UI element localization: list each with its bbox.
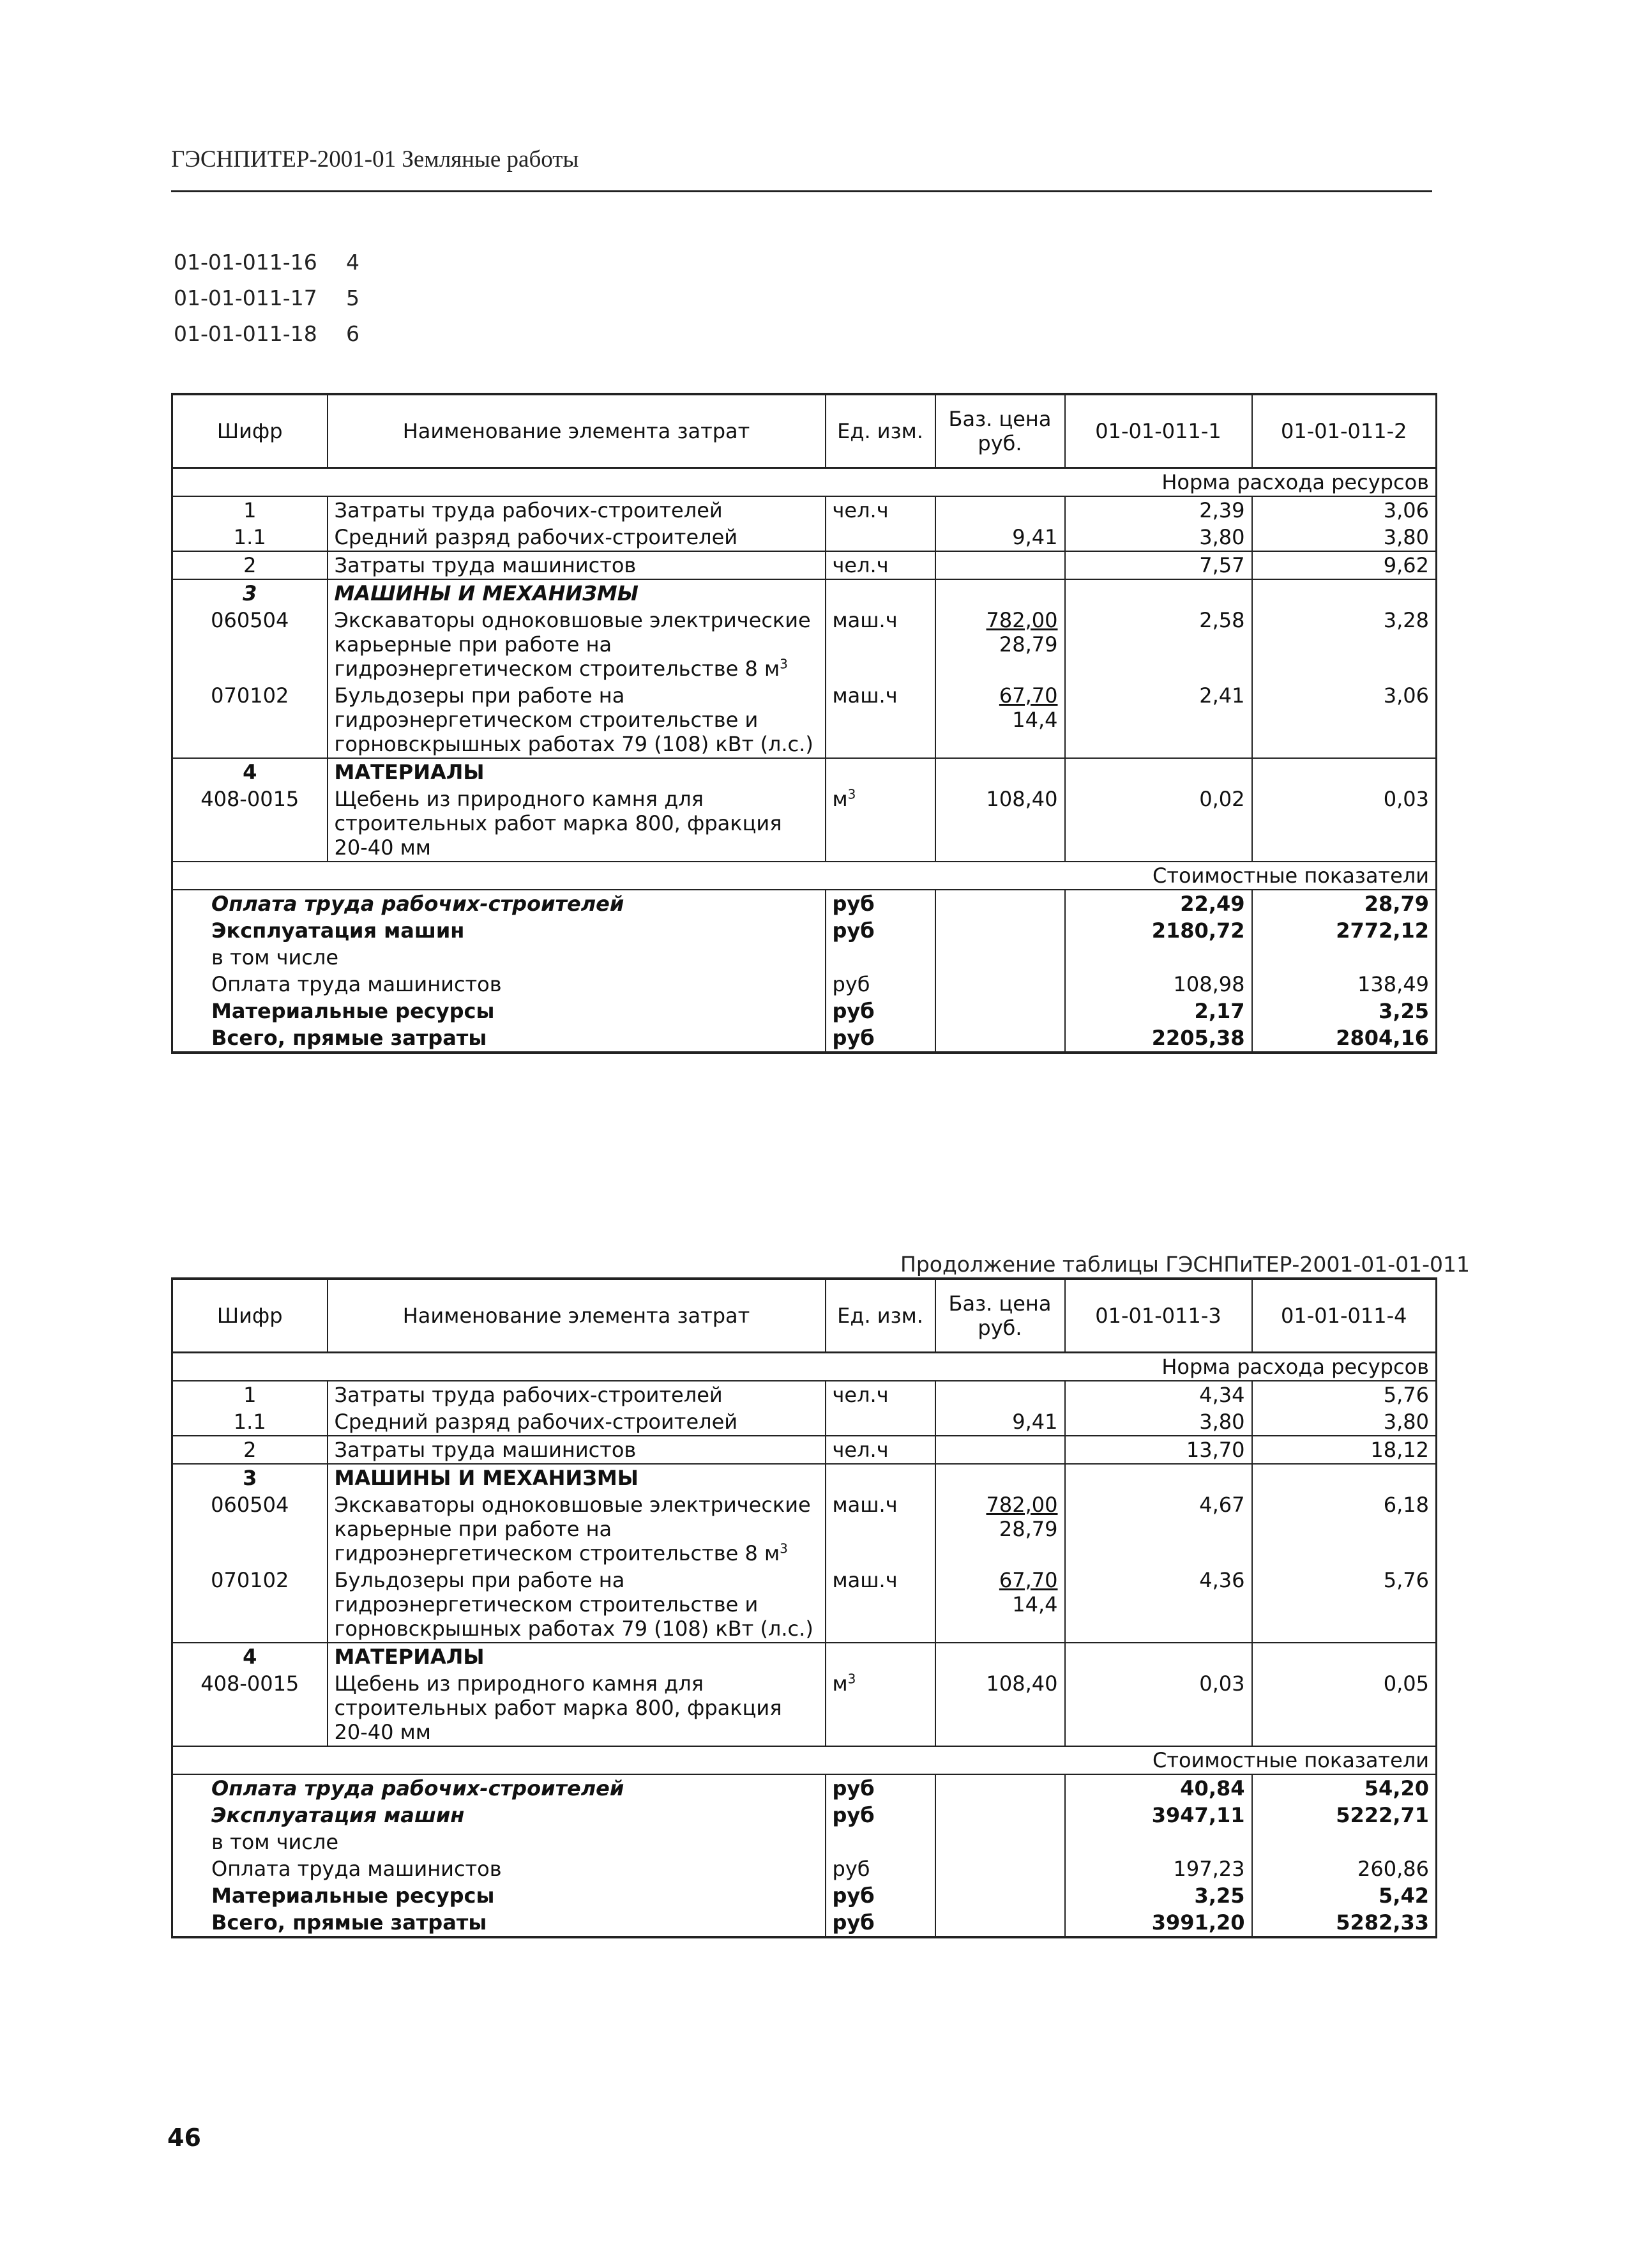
row-value-b: 6,18 [1252,1491,1437,1567]
row-value-b: 3,06 [1252,682,1437,758]
cost-value-b: 5,42 [1252,1882,1437,1909]
row-code: 4 [172,1643,328,1670]
row-name: Затраты труда рабочих-строителей [328,1381,826,1408]
row-value-b: 5,76 [1252,1567,1437,1643]
row-name: МАШИНЫ И МЕХАНИЗМЫ [328,1464,826,1491]
row-name: Средний разряд рабочих-строителей [328,524,826,551]
row-price [935,551,1065,579]
price-numerator: 67,70 [999,683,1058,708]
row-value-a: 13,70 [1065,1436,1252,1464]
cost-unit: руб [826,890,935,917]
cost-row [172,1909,1437,1937]
cost-label: Всего, прямые затраты [172,1024,826,1053]
price-denominator: 28,79 [999,1517,1058,1541]
row-code: 070102 [172,682,328,758]
cost-unit: руб [826,1774,935,1802]
price-denominator: 28,79 [999,632,1058,657]
row-code: 2 [172,1436,328,1464]
table-row [172,1567,1437,1643]
cost-label: Оплата труда рабочих-строителей [172,1774,826,1802]
row-name: Затраты труда машинистов [328,551,826,579]
row-value-a: 4,67 [1065,1491,1252,1567]
row-name: МАТЕРИАЛЫ [328,758,826,786]
cost-value-a: 22,49 [1065,890,1252,917]
row-name: МАШИНЫ И МЕХАНИЗМЫ [328,579,826,607]
cost-unit: руб [826,917,935,944]
section-costs-row [172,1746,1437,1774]
unit-text: м [832,787,848,811]
row-unit [826,1408,935,1436]
row-value-b: 3,80 [1252,524,1437,551]
cost-value-a: 3991,20 [1065,1909,1252,1937]
table-row [172,758,1437,786]
row-name: Щебень из природного камня для строительных работ марка 800, фракция 20-40 мм [328,786,826,862]
cost-unit: руб [826,971,935,998]
price-numerator: 67,70 [999,1568,1058,1592]
row-unit [826,1670,935,1746]
row-name: Средний разряд рабочих-строителей [328,1408,826,1436]
cost-unit: руб [826,1855,935,1882]
row-code: 1 [172,1381,328,1408]
row-unit: чел.ч [826,496,935,524]
row-unit [826,524,935,551]
cost-row [172,1024,1437,1053]
cost-row [172,890,1437,917]
price-numerator: 782,00 [986,608,1058,632]
row-name: Затраты труда машинистов [328,1436,826,1464]
cost-row [172,944,1437,971]
cost-row [172,917,1437,944]
row-unit: маш.ч [826,682,935,758]
row-name: Щебень из природного камня для строительных работ марка 800, фракция 20-40 мм [328,1670,826,1746]
cost-value-a: 108,98 [1065,971,1252,998]
section-norms-row [172,1353,1437,1381]
resource-table-2 [171,1277,1437,1938]
cost-value-b: 5222,71 [1252,1802,1437,1829]
row-value-b: 3,28 [1252,607,1437,682]
row-code: 408-0015 [172,786,328,862]
row-name: Бульдозеры при работе на гидроэнергетическом строительстве и горновскрышных работах 79 (108) кВт (л.с.) [328,1567,826,1643]
row-value-a: 2,41 [1065,682,1252,758]
table-row [172,1436,1437,1464]
code-value: 01-01-011-17 [174,285,317,310]
superscript: 3 [847,1671,856,1687]
col-price: Баз. цена руб. [935,1279,1065,1353]
row-code: 1 [172,496,328,524]
code-list-item [174,245,359,280]
cost-value-a: 2180,72 [1065,917,1252,944]
code-number: 6 [346,321,359,346]
page-number: 46 [167,2124,201,2152]
superscript: 3 [780,656,788,672]
table-row [172,1643,1437,1670]
section-norms-row [172,468,1437,497]
row-name-text: Экскаваторы одноковшовые электрические карьерные при работе на гидроэнергетическом строительстве 8 м [334,1493,811,1565]
row-code: 060504 [172,1491,328,1567]
row-value-a: 3,80 [1065,1408,1252,1436]
table-row [172,786,1437,862]
row-unit: чел.ч [826,1436,935,1464]
row-code: 4 [172,758,328,786]
code-list-item [174,280,359,316]
row-price [935,1436,1065,1464]
row-price: 9,41 [935,524,1065,551]
row-code: 060504 [172,607,328,682]
cost-label: в том числе [172,1829,826,1855]
cost-row [172,971,1437,998]
row-code: 1.1 [172,1408,328,1436]
cost-row [172,1829,1437,1855]
row-code: 1.1 [172,524,328,551]
table-row [172,1381,1437,1408]
row-value-a: 0,02 [1065,786,1252,862]
table-row [172,1491,1437,1567]
continuation-title: Продолжение таблицы ГЭСНПиТЕР-2001-01-01-011 [900,1252,1470,1277]
cost-row [172,1882,1437,1909]
section-costs: Стоимостные показатели [172,1746,1437,1774]
price-denominator: 14,4 [1012,708,1058,732]
cost-value-b: 5282,33 [1252,1909,1437,1937]
col-shifr: Шифр [172,394,328,468]
row-unit: маш.ч [826,607,935,682]
superscript: 3 [847,786,856,802]
running-head: ГЭСНПИТЕР-2001-01 Земляные работы [171,146,579,172]
row-value-b: 5,76 [1252,1381,1437,1408]
cost-label: Всего, прямые затраты [172,1909,826,1937]
row-price [935,1567,1065,1643]
table-header-row [172,394,1437,468]
section-costs: Стоимостные показатели [172,862,1437,890]
row-value-a: 4,36 [1065,1567,1252,1643]
row-value-a: 4,34 [1065,1381,1252,1408]
table-row [172,1464,1437,1491]
section-norms: Норма расхода ресурсов [172,1353,1437,1381]
cost-label: Материальные ресурсы [172,1882,826,1909]
cost-unit: руб [826,998,935,1024]
col-a: 01-01-011-3 [1065,1279,1252,1353]
cost-row [172,998,1437,1024]
col-name: Наименование элемента затрат [328,394,826,468]
row-name [328,1491,826,1567]
table-row [172,579,1437,607]
code-number: 5 [346,285,359,310]
row-code: 3 [172,579,328,607]
superscript: 3 [780,1541,788,1556]
table-header-row [172,1279,1437,1353]
row-value-b: 18,12 [1252,1436,1437,1464]
cost-value-a: 40,84 [1065,1774,1252,1802]
cost-value-b: 2804,16 [1252,1024,1437,1053]
col-b: 01-01-011-4 [1252,1279,1437,1353]
table-row [172,1670,1437,1746]
code-number: 4 [346,250,359,275]
cost-label: Оплата труда рабочих-строителей [172,890,826,917]
row-price [935,496,1065,524]
row-value-b: 3,06 [1252,496,1437,524]
row-name: Затраты труда рабочих-строителей [328,496,826,524]
resource-table-1 [171,393,1437,1054]
row-value-b: 0,03 [1252,786,1437,862]
cost-label: Оплата труда машинистов [172,1855,826,1882]
row-value-a: 2,58 [1065,607,1252,682]
table-row [172,551,1437,579]
row-value-b: 3,80 [1252,1408,1437,1436]
row-unit: чел.ч [826,1381,935,1408]
row-price [935,607,1065,682]
cost-value-b: 260,86 [1252,1855,1437,1882]
col-shifr: Шифр [172,1279,328,1353]
row-unit: маш.ч [826,1567,935,1643]
col-b: 01-01-011-2 [1252,394,1437,468]
table-row [172,496,1437,524]
cost-value-a: 197,23 [1065,1855,1252,1882]
price-denominator: 14,4 [1012,1592,1058,1617]
code-list-item [174,316,359,352]
cost-unit: руб [826,1024,935,1053]
cost-value-a: 3,25 [1065,1882,1252,1909]
row-code: 2 [172,551,328,579]
row-price: 108,40 [935,786,1065,862]
row-value-b: 9,62 [1252,551,1437,579]
row-value-a: 2,39 [1065,496,1252,524]
col-price: Баз. цена руб. [935,394,1065,468]
col-unit: Ед. изм. [826,1279,935,1353]
cost-row [172,1802,1437,1829]
header-rule [171,190,1432,192]
row-name: МАТЕРИАЛЫ [328,1643,826,1670]
row-price: 9,41 [935,1408,1065,1436]
cost-value-b: 3,25 [1252,998,1437,1024]
cost-value-a: 2,17 [1065,998,1252,1024]
row-code: 070102 [172,1567,328,1643]
cost-label: Эксплуатация машин [172,917,826,944]
row-price: 108,40 [935,1670,1065,1746]
row-price [935,1381,1065,1408]
table-row [172,524,1437,551]
code-list [174,245,359,352]
row-value-a: 3,80 [1065,524,1252,551]
row-name-text: Экскаваторы одноковшовые электрические карьерные при работе на гидроэнергетическом строительстве 8 м [334,608,811,681]
col-unit: Ед. изм. [826,394,935,468]
price-numerator: 782,00 [986,1493,1058,1517]
cost-label: Оплата труда машинистов [172,971,826,998]
cost-label: в том числе [172,944,826,971]
cost-value-b: 138,49 [1252,971,1437,998]
cost-label: Эксплуатация машин [172,1802,826,1829]
col-a: 01-01-011-1 [1065,394,1252,468]
cost-value-b: 54,20 [1252,1774,1437,1802]
row-unit [826,786,935,862]
table-row [172,607,1437,682]
col-name: Наименование элемента затрат [328,1279,826,1353]
row-name [328,607,826,682]
section-costs-row [172,862,1437,890]
cost-unit: руб [826,1909,935,1937]
cost-value-b: 28,79 [1252,890,1437,917]
cost-value-a: 3947,11 [1065,1802,1252,1829]
row-code: 408-0015 [172,1670,328,1746]
row-price [935,682,1065,758]
table-row [172,682,1437,758]
cost-row [172,1855,1437,1882]
section-norms: Норма расхода ресурсов [172,468,1437,497]
row-value-a: 7,57 [1065,551,1252,579]
cost-row [172,1774,1437,1802]
row-value-a: 0,03 [1065,1670,1252,1746]
row-unit: чел.ч [826,551,935,579]
table-row [172,1408,1437,1436]
code-value: 01-01-011-18 [174,321,317,346]
cost-unit: руб [826,1802,935,1829]
code-value: 01-01-011-16 [174,250,317,275]
row-price [935,1491,1065,1567]
row-code: 3 [172,1464,328,1491]
row-name: Бульдозеры при работе на гидроэнергетическом строительстве и горновскрышных работах 79 (108) кВт (л.с.) [328,682,826,758]
row-unit: маш.ч [826,1491,935,1567]
cost-value-a: 2205,38 [1065,1024,1252,1053]
cost-unit: руб [826,1882,935,1909]
cost-value-b: 2772,12 [1252,917,1437,944]
row-value-b: 0,05 [1252,1670,1437,1746]
cost-label: Материальные ресурсы [172,998,826,1024]
unit-text: м [832,1671,848,1696]
